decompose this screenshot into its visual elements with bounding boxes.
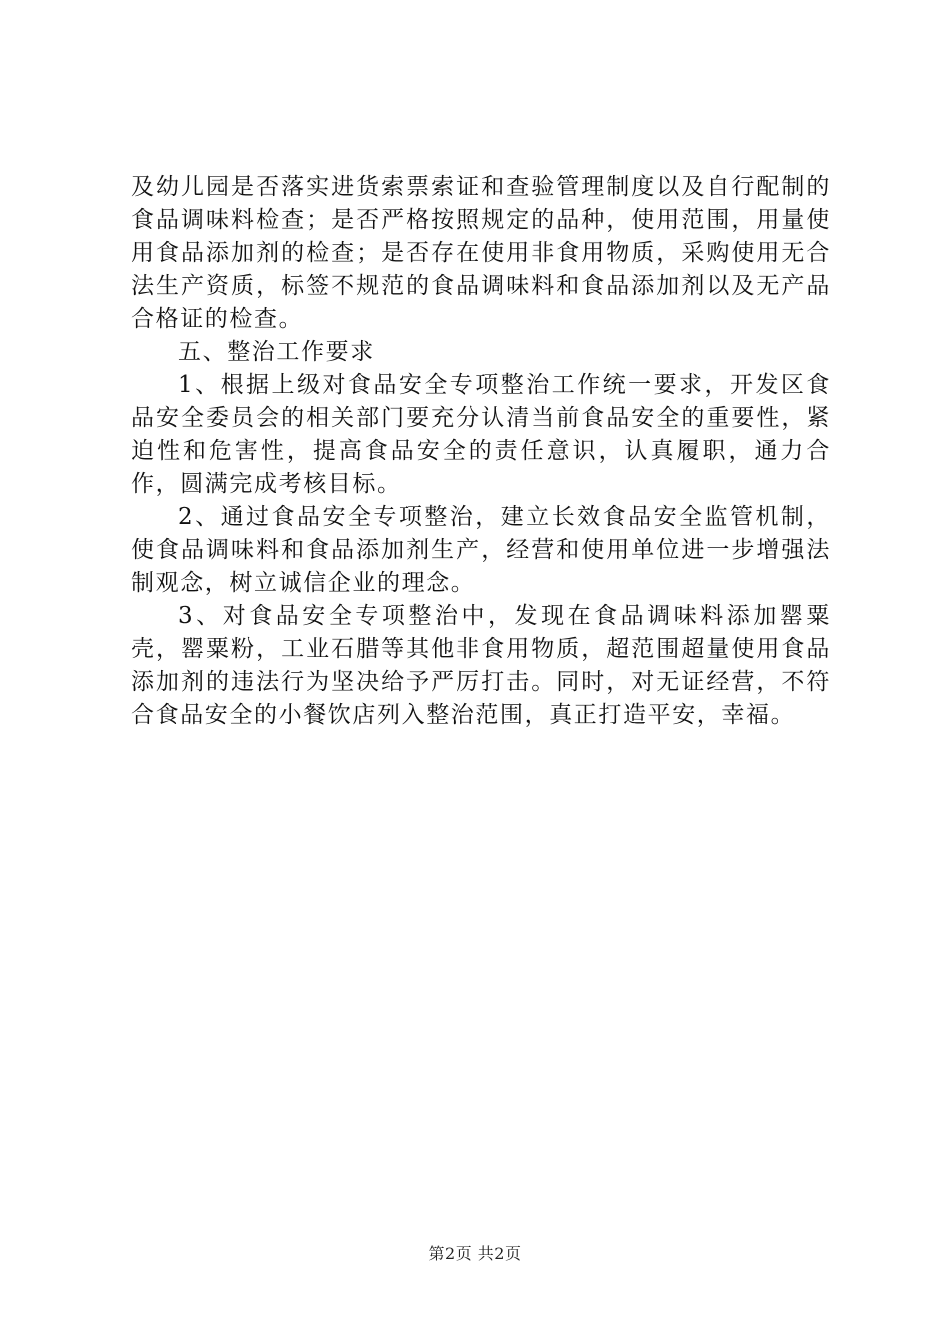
page-footer: 第2页 共2页 — [428, 1244, 522, 1263]
paragraph-item-1: 1、根据上级对食品安全专项整治工作统一要求，开发区食品安全委员会的相关部门要充分认清当前食品安全的重要性，紧迫性和危害性，提高食品安全的责任意识，认真履职，通力合作，圆满完成考核目标。 — [131, 372, 831, 497]
document-body — [131, 171, 831, 732]
section-heading: 五、整治工作要求 — [178, 339, 375, 365]
paragraph-continuation: 及幼儿园是否落实进货索票索证和查验管理制度以及自行配制的食品调味料检查；是否严格按照规定的品种，使用范围，用量使用食品添加剂的检查；是否存在使用非食用物质，采购使用无合法生产资质，标签不规范的食品调味料和食品添加剂以及无产品合格证的检查。 — [131, 174, 831, 332]
paragraph-item-3: 3、对食品安全专项整治中，发现在食品调味料添加罂粟壳，罂粟粉，工业石腊等其他非食用物质，超范围超量使用食品添加剂的违法行为坚决给予严厉打击。同时，对无证经营，不符合食品安全的小餐饮店列入整治范围，真正打造平安，幸福。 — [131, 603, 831, 728]
paragraph-item-2: 2、通过食品安全专项整治，建立长效食品安全监管机制，使食品调味料和食品添加剂生产，经营和使用单位进一步增强法制观念，树立诚信企业的理念。 — [131, 504, 831, 596]
